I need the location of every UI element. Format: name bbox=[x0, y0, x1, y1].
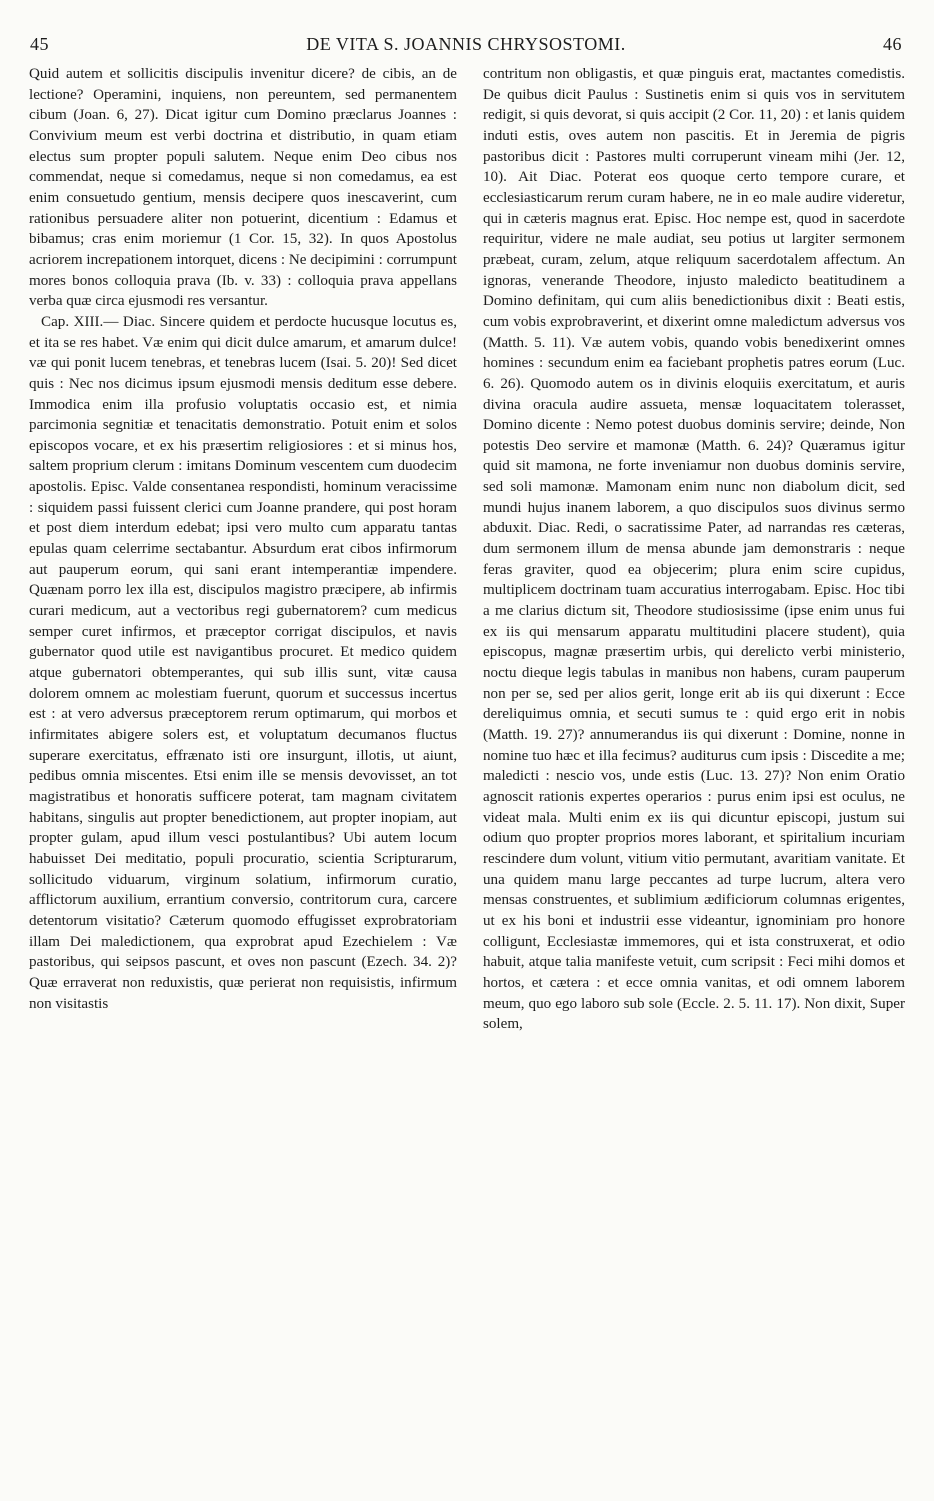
page-number-right: 46 bbox=[883, 34, 902, 54]
left-text-column bbox=[29, 64, 457, 1484]
left-paragraph-1: Quid autem et sollicitis discipulis invenitur dicere? de cibis, an de lectione? Operamini, inquiens, non pereuntem, sed permanentem cibum (Joan. 6, 27). Dicat igitur cum Domino præclarus Joannes : Convivium meum est verbi doctrina et distributio, in quam etiam electus sum propter populi salutem. Neque enim Deo cibus nos commendat, neque si comedamus, neque si non comedamus, ea est enim consuetudo gentium, mensis decipere quos inescaverint, cum rationibus persuadere aliter non potuerint, dicentium : Edamus et bibamus; cras enim moriemur (1 Cor. 15, 32). In quos Apostolus acriorem increpationem intorquet, dicens : Ne decipimini : corrumpunt mores bonos colloquia prava (Ib. v. 33) : colloquia prava appellans verba quæ circa ejusmodi res versantur. bbox=[29, 66, 457, 310]
running-header bbox=[30, 34, 902, 60]
left-paragraph-2: Cap. XIII.— Diac. Sincere quidem et perdocte hucusque locutus es, et ita se res habet. Væ enim qui dicit dulce amarum, et amarum dulce! væ qui ponit lucem tenebras, et tenebras lucem (Isai. 5. 20)! Sed dicet quis : Nec nos dicimus ipsum ejusmodi mensis deditum esse debere. Immodica enim illa profusio voluptatis occasio est, et nimia parcimonia segnitiæ et tenacitatis demonstratio. Potuit enim et solos episcopos vocare, et ex his præsertim religiosiores : et si minus hos, saltem proprium clerum : imitans Dominum vescentem cum duodecim apostolis. Episc. Valde consentanea respondisti, hominum veracissime : siquidem passi fuissent clerici cum Joanne prandere, qui post horam et post diem interdum edebat; ipsi vero multo cum apparatu tantas epulas quam celerrime sectabantur. Absurdum erat cibos infirmorum aut pauperum eorum, qui sani erant intemperantiæ impendere. Quænam porro lex illa est, discipulos magistro præcipere, ab infirmis curari medicum, aut a vectoribus regi gubernatorem? cum medicus semper curet infirmos, et præceptor corrigat discipulos, et navis gubernator quod utile est navigantibus procuret. Et medico quidem atque gubernatori obtemperantes, qui sub illis sunt, vitæ causa dolorem omnem ac molestiam fuerunt, quorum et successus incertus est : at vero adversus præceptorem rerum optimarum, qui morbos et infirmitates abigere solers est, et voluptatum decumanos fluctus superare exercitatus, effrænato isti ore insurgunt, illotis, ut aiunt, pedibus omnia miscentes. Etsi enim ille se mensis devovisset, an tot magistratibus et honoratis sufficere poterat, tam magnam civitatem habitans, singulis aut propter benedictionem, aut propter inopiam, aut propter gulam, apud illum vesci postulantibus? Ubi autem locum habuisset Dei meditatio, populi procuratio, scientia Scripturarum, sollicitudo viduarum, virginum solatium, infirmorum curatio, afflictorum auxilium, errantium conversio, contritorum cura, carcere detentorum visitatio? Cæterum quomodo effugisset exprobratoriam illam Dei maledictionem, qua exprobrat apud Ezechielem : Væ pastoribus, qui seipsos pascunt, et oves non pascunt (Ezech. 34. 2)? Quæ erraverat non reduxistis, quæ perierat non requisistis, infirmum non visitastis bbox=[29, 313, 457, 1012]
right-text-column bbox=[483, 64, 905, 1484]
running-title: DE VITA S. JOANNIS CHRYSOSTOMI. bbox=[306, 34, 626, 54]
page-number-left: 45 bbox=[30, 34, 49, 54]
right-paragraph-1: contritum non obligastis, et quæ pinguis erat, mactantes comedistis. De quibus dicit Paulus : Sustinetis enim si quis vos in servitutem redigit, si quis devorat, si quis accipit (2 Cor. 11, 20) : et lanis quidem induti estis, oves autem non pascitis. Et in Jeremia de pigris pastoribus dicit : Pastores multi corruperunt vineam mihi (Jer. 12, 10). Ait Diac. Poterat eos quoque certo tempore curare, et ecclesiasticarum rerum curam habere, ne in eo male audire videretur, qui in cæteris magnus erat. Episc. Hoc nempe est, quod in sacerdote requiritur, videre ne male audiat, seu potius ut largiter sermonem præbeat, curam, zelum, atque reliquum sacerdotalem affectum. An ignoras, venerande Theodore, injusto maledicto beatitudinem a Domino definitam, qui cum aliis benedictionibus dixit : Beati estis, cum vobis exprobraverint, et dixerint omne maledictum adversus vos (Matth. 5. 11). Væ autem vobis, quando vobis benedixerint omnes homines : secundum enim ea faciebant prophetis patres eorum (Luc. 6. 26). Quomodo autem os in divinis eloquiis exercitatum, et auris divina oracula audire assueta, mensæ loquacitatem tolerasset, Domino dicente : Nemo potest duobus dominis servire; deinde, Non potestis Deo servire et mamonæ (Matth. 6. 24)? Quæramus igitur quid sit mamona, ne forte inveniamur non duobus dominis servire, sed soli mamonæ. Mamonam enim nunc non diabolum dicit, sed mundi hujus inanem laborem, a quo discipulos suos divinus sermo abduxit. Diac. Redi, o sacratissime Pater, ad narrandas res cæteras, dum sermonem illum de mensa abunde jam demonstraris : neque feras graviter, quod ea objecerim; plura enim scire cupidus, multiplicem doctrinam tuam accuratius interrogabam. Episc. Hoc tibi a me clarius dictum sit, Theodore studiosissime (ipse enim unus fui ex iis qui mensarum apparatu multitudini placere student), quia episcopus, magnæ præsertim urbis, qui derelicto verbi ministerio, noctu dieque legis tabulas in manibus non habens, curam pauperum non per se, sed per alios gerit, longe erit ab iis qui dixerunt : Ecce dereliquimus omnia, et secuti sumus te : quid ergo erit in nobis (Matth. 19. 27)? annumerandus iis qui dixerunt : Domine, nonne in nomine tuo hæc et illa fecimus? auditurus cum ipsis : Discedite a me; maledicti : nescio vos, unde estis (Luc. 13. 27)? Non enim Oratio agnoscit rationis expertes operarios : purus enim ipsi est oculus, ne videat mala. Multi enim ex iis qui dicuntur episcopi, justum sui odium quo propter proprios mores laborant, et spiritalium incuriam rescindere dum volunt, vitium vitio permutant, avaritiam vanitate. Et una quidem manu large peccantes ad turpe lucrum, altera vero mensas construentes, et sublimium ædificiorum columnas erigentes, ut ex his boni et industrii esse videantur, ignominiam pro honore colligunt, Ecclesiastæ immemores, qui et ista construxerat, et odio habuit, atque talia manifeste vetuit, cum scripsit : Feci mihi domos et hortos, et cætera : et ecce omnia vanitas, et odi omnem laborem meum, quo ego laboro sub sole (Eccle. 2. 5. 11. 17). Non dixit, Super solem, bbox=[483, 66, 905, 1033]
